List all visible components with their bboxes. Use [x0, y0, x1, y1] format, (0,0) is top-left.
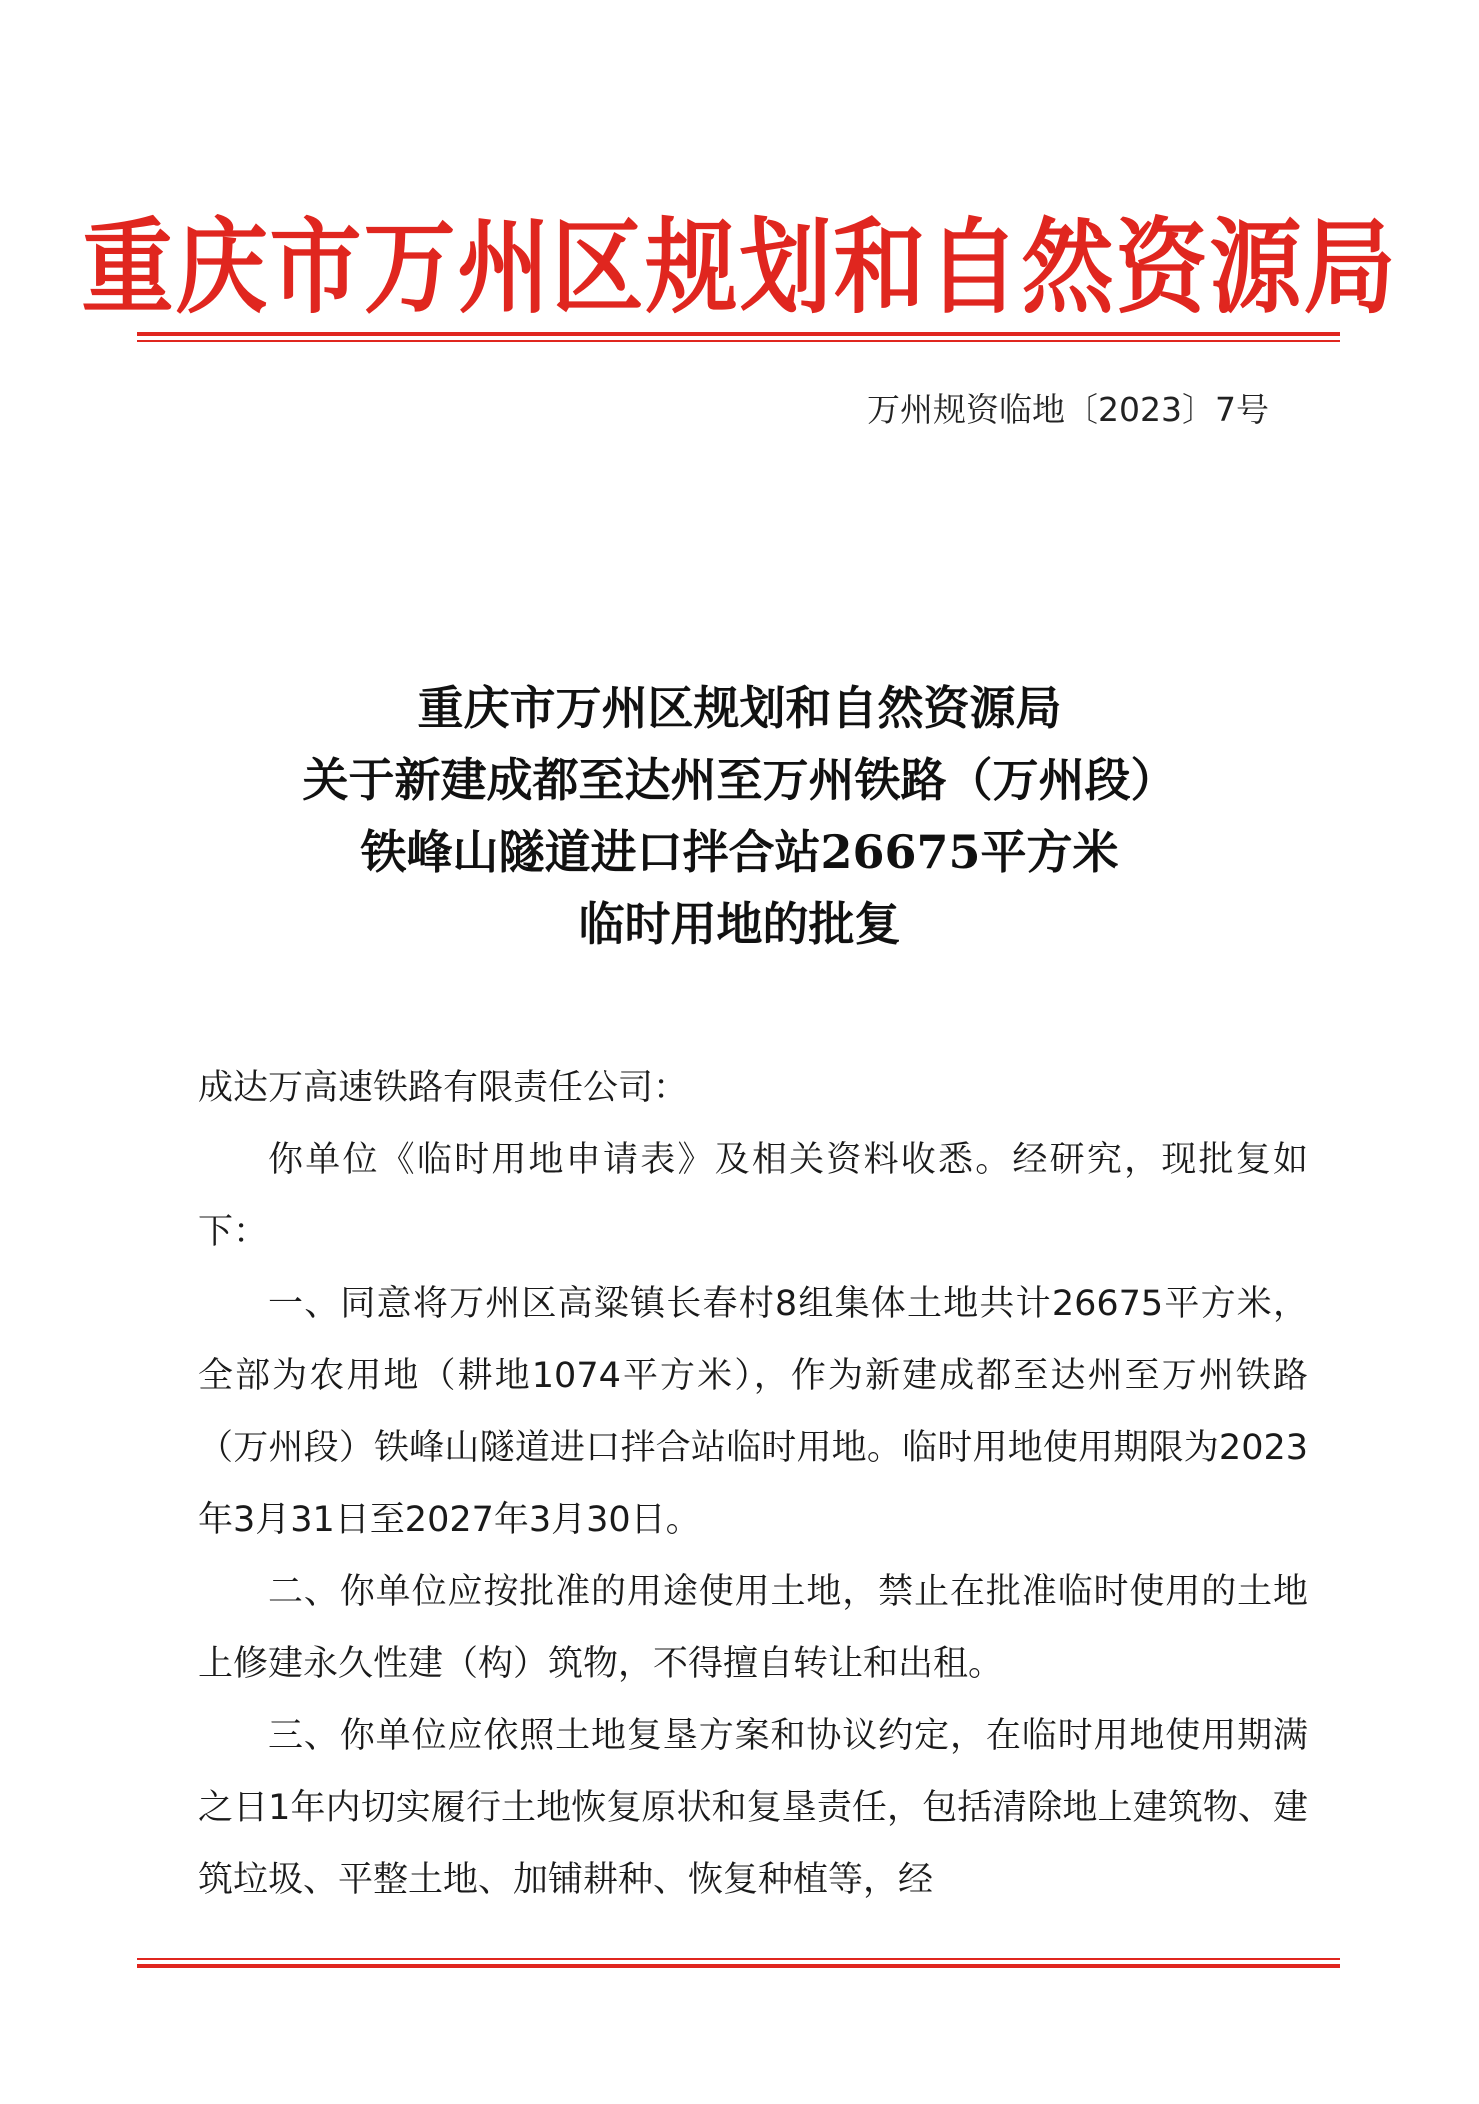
body-paragraph: 三、你单位应依照土地复垦方案和协议约定，在临时用地使用期满之日1年内切实履行土地恢复原状和复垦责任，包括清除地上建筑物、建筑垃圾、平整土地、加铺耕种、恢复种植等，经: [198, 1716, 1308, 1900]
masthead-rule-thick: [137, 332, 1340, 336]
title-line: 临时用地的批复: [578, 897, 901, 951]
body-paragraph: 你单位《临时用地申请表》及相关资料收悉。经研究，现批复如下：: [198, 1140, 1308, 1252]
title-line: 重庆市万州区规划和自然资源局: [417, 681, 1062, 735]
document-number: 万州规资临地〔2023〕7号: [867, 390, 1269, 429]
masthead-rule-thin: [137, 340, 1340, 342]
body-paragraph: 二、你单位应按批准的用途使用土地，禁止在批准临时使用的土地上修建永久性建（构）筑物，不得擅自转让和出租。: [198, 1572, 1308, 1684]
footer-rule-thick: [137, 1964, 1340, 1968]
agency-masthead: 重庆市万州区规划和自然资源局: [81, 206, 1398, 328]
body-paragraph: 一、同意将万州区高粱镇长春村8组集体土地共计26675平方米，全部为农用地（耕地1074平方米），作为新建成都至达州至万州铁路（万州段）铁峰山隧道进口拌合站临时用地。临时用地使用期限为2023年3月31日至2027年3月30日。: [198, 1284, 1308, 1540]
document-body: [198, 1052, 1308, 1916]
salutation: 成达万高速铁路有限责任公司：: [198, 1068, 689, 1108]
title-line: 铁峰山隧道进口拌合站26675平方米: [360, 825, 1119, 879]
document-title: [0, 672, 1479, 960]
title-line: 关于新建成都至达州至万州铁路（万州段）: [302, 753, 1177, 807]
footer-rule-thin: [137, 1958, 1340, 1960]
